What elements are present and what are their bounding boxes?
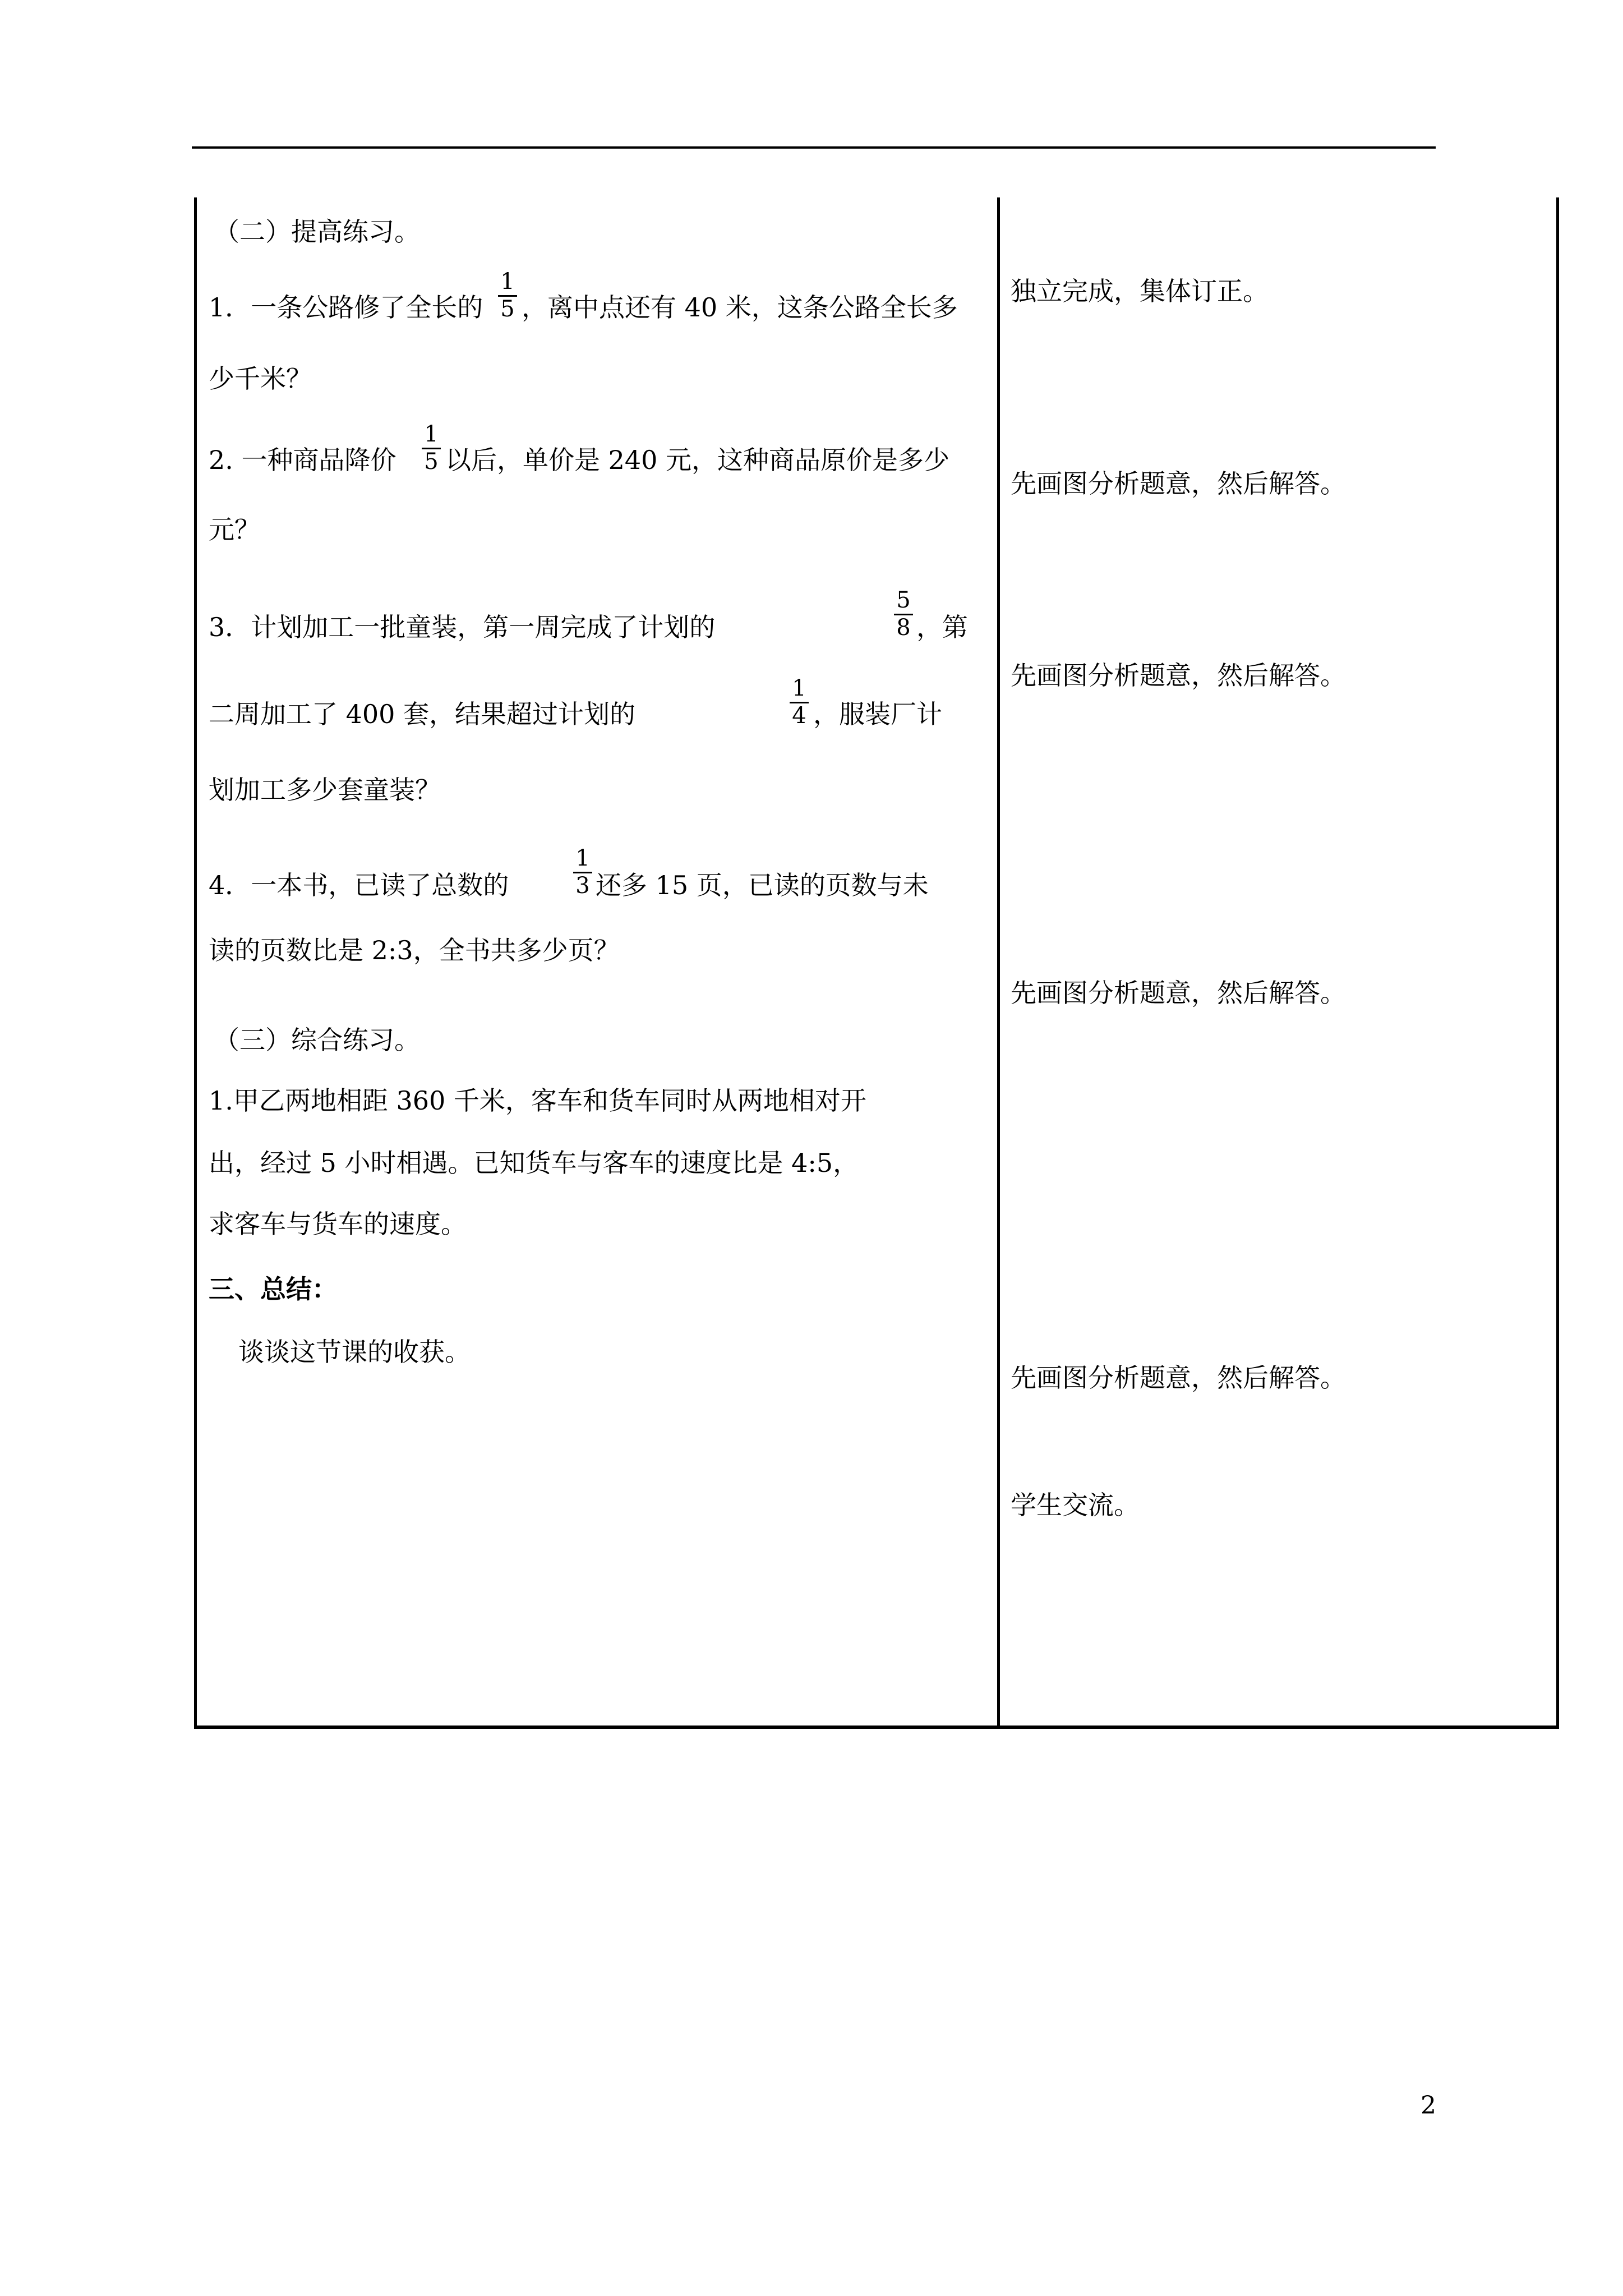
summary-text: 谈谈这节课的收获。	[238, 1337, 471, 1367]
comprehensive-question-line2: 出，经过 5 小时相遇。已知货车与客车的速度比是 4:5，	[209, 1148, 859, 1178]
question-2-suffix: 以后，单价是 240 元，这种商品原价是多少	[445, 445, 950, 475]
table-left-border	[194, 197, 197, 1729]
question-3-fraction-1	[894, 588, 913, 641]
question-1-line2: 少千米？	[209, 364, 312, 394]
table-right-border	[1556, 197, 1559, 1729]
section-heading-practice: （二）提高练习。	[214, 217, 420, 247]
comprehensive-question-line3: 求客车与货车的速度。	[209, 1209, 467, 1239]
question-2-fraction	[422, 422, 441, 475]
table-bottom-border	[194, 1726, 1559, 1729]
question-4-line2: 读的页数比是 2:3，全书共多少页？	[209, 935, 620, 965]
question-3-line2-prefix: 二周加工了 400 套，结果超过计划的	[209, 699, 636, 729]
question-3-line3: 划加工多少套童装？	[209, 775, 441, 805]
question-3-fraction-2	[790, 676, 809, 729]
summary-heading: 三、总结：	[209, 1274, 338, 1304]
fraction-denominator: 5	[424, 449, 439, 475]
fraction-numerator: 5	[894, 588, 913, 615]
teaching-note-3: 先画图分析题意，然后解答。	[1011, 660, 1346, 691]
fraction-numerator: 1	[790, 676, 809, 703]
question-3-prefix: 3．计划加工一批童装，第一周完成了计划的	[209, 612, 716, 642]
teaching-note-5: 先画图分析题意，然后解答。	[1011, 1363, 1346, 1393]
comprehensive-question-line1: 1.甲乙两地相距 360 千米，客车和货车同时从两地相对开	[209, 1085, 866, 1116]
fraction-denominator: 4	[792, 703, 806, 729]
teaching-note-1: 独立完成，集体订正。	[1011, 276, 1269, 306]
question-2-prefix: 2. 一种商品降价	[209, 445, 396, 475]
question-4-prefix: 4．一本书，已读了总数的	[209, 870, 509, 900]
fraction-numerator: 1	[573, 846, 592, 873]
teaching-note-2: 先画图分析题意，然后解答。	[1011, 468, 1346, 499]
question-1-prefix: 1．一条公路修了全长的	[209, 292, 483, 323]
teaching-note-6: 学生交流。	[1011, 1490, 1140, 1520]
fraction-numerator: 1	[422, 422, 441, 449]
question-3-line2-suffix: ，服装厂计	[813, 699, 942, 729]
fraction-denominator: 5	[500, 296, 515, 322]
fraction-denominator: 8	[896, 615, 911, 641]
question-1-fraction	[498, 269, 517, 323]
question-4-suffix: 还多 15 页，已读的页数与未	[596, 870, 929, 900]
fraction-denominator: 3	[575, 873, 590, 899]
teaching-note-4: 先画图分析题意，然后解答。	[1011, 978, 1346, 1008]
section-heading-comprehensive: （三）综合练习。	[214, 1025, 420, 1055]
question-1-suffix: ，离中点还有 40 米，这条公路全长多	[522, 292, 958, 323]
header-rule	[192, 146, 1436, 149]
question-4-fraction	[573, 846, 592, 899]
question-3-suffix-1: ，第	[916, 612, 968, 642]
table-column-divider	[997, 197, 1000, 1729]
page-number: 2	[1421, 2091, 1436, 2120]
fraction-numerator: 1	[498, 269, 517, 297]
question-2-line2: 元？	[209, 514, 260, 545]
